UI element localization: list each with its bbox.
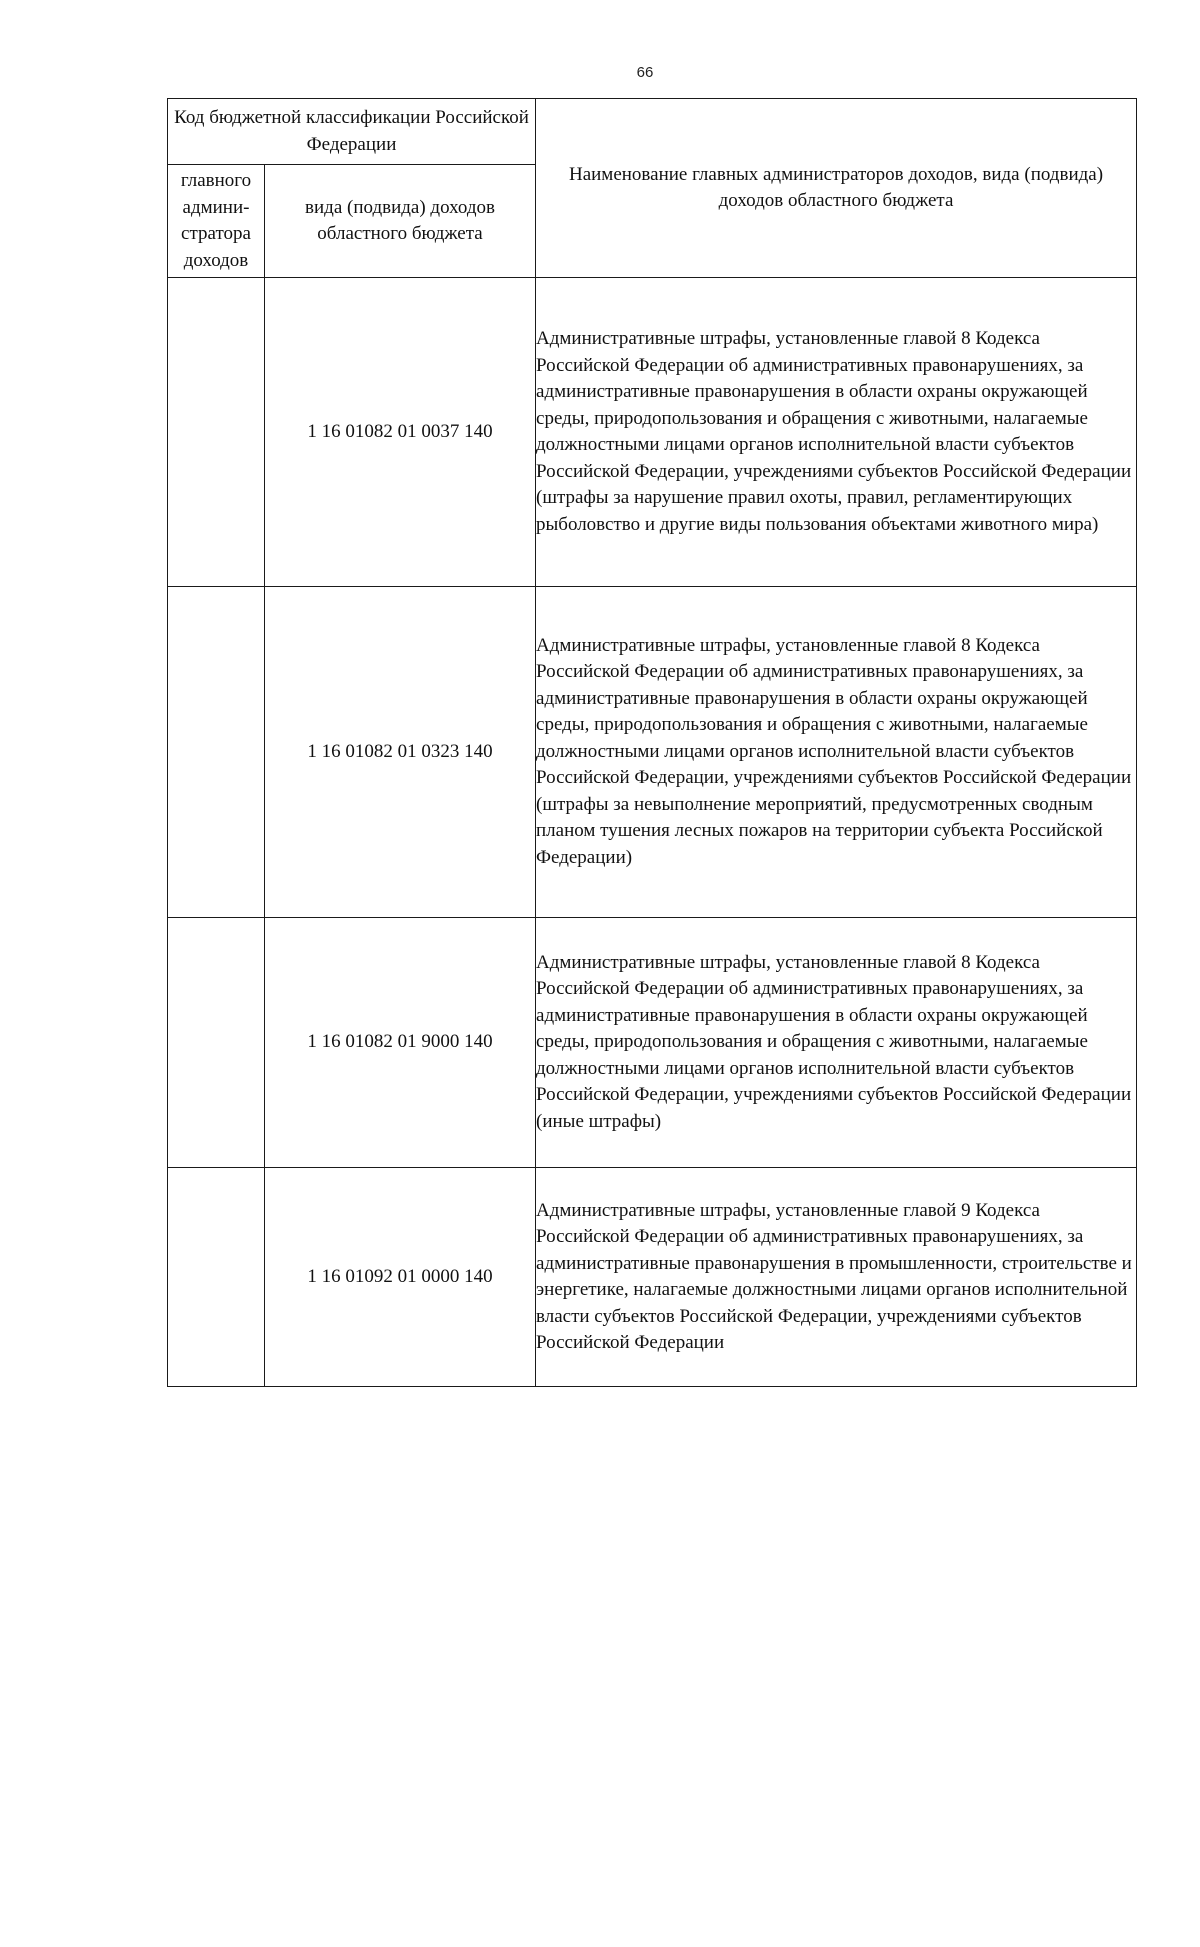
revenue-name-cell: Административные штрафы, установленные главой 8 Кодекса Российской Федерации об административных правонарушениях, за административные правонарушения в области охраны окружающей среды, природопользования и обращения с животными, налагаемые должностными лицами органов исполнительной власти субъектов Российской Федерации, учреждениями субъектов Российской Федерации (иные штрафы) xyxy=(536,918,1137,1168)
revenue-code-cell: 1 16 01082 01 9000 140 xyxy=(265,918,536,1168)
header-row-group xyxy=(168,99,1137,165)
admin-code-cell xyxy=(168,1168,265,1387)
revenue-code-cell: 1 16 01082 01 0037 140 xyxy=(265,278,536,587)
revenue-name-cell: Административные штрафы, установленные главой 8 Кодекса Российской Федерации об административных правонарушениях, за административные правонарушения в области охраны окружающей среды, природопользования и обращения с животными, налагаемые должностными лицами органов исполнительной власти субъектов Российской Федерации, учреждениями субъектов Российской Федерации (штрафы за нарушение правил охоты, правил, регламентирующих рыболовство и другие виды пользования объектами животного мира) xyxy=(536,278,1137,587)
admin-code-cell xyxy=(168,587,265,918)
budget-classification-table xyxy=(167,98,1137,1387)
header-administrator-name: Наименование главных администраторов доходов, вида (подвида) доходов областного бюджета xyxy=(536,99,1137,278)
table-row xyxy=(168,918,1137,1168)
header-revenue-type: вида (подвида) доходов областного бюджета xyxy=(265,165,536,278)
table-row xyxy=(168,1168,1137,1387)
revenue-name-cell: Административные штрафы, установленные главой 9 Кодекса Российской Федерации об административных правонарушениях, за административные правонарушения в промышленности, строительстве и энергетике, налагаемые должностными лицами органов исполнительной власти субъектов Российской Федерации, учреждениями субъектов Российской Федерации xyxy=(536,1168,1137,1387)
table-row xyxy=(168,278,1137,587)
revenue-code-cell: 1 16 01092 01 0000 140 xyxy=(265,1168,536,1387)
revenue-name-cell: Административные штрафы, установленные главой 8 Кодекса Российской Федерации об административных правонарушениях, за административные правонарушения в области охраны окружающей среды, природопользования и обращения с животными, налагаемые должностными лицами органов исполнительной власти субъектов Российской Федерации, учреждениями субъектов Российской Федерации (штрафы за невыполнение мероприятий, предусмотренных сводным планом тушения лесных пожаров на территории субъекта Российской Федерации) xyxy=(536,587,1137,918)
admin-code-cell xyxy=(168,918,265,1168)
header-main-administrator: главного админи-стратора доходов xyxy=(168,165,265,278)
page-number: 66 xyxy=(636,64,654,81)
revenue-code-cell: 1 16 01082 01 0323 140 xyxy=(265,587,536,918)
header-budget-code-group: Код бюджетной классификации Российской Федерации xyxy=(168,99,536,165)
table-row xyxy=(168,587,1137,918)
admin-code-cell xyxy=(168,278,265,587)
